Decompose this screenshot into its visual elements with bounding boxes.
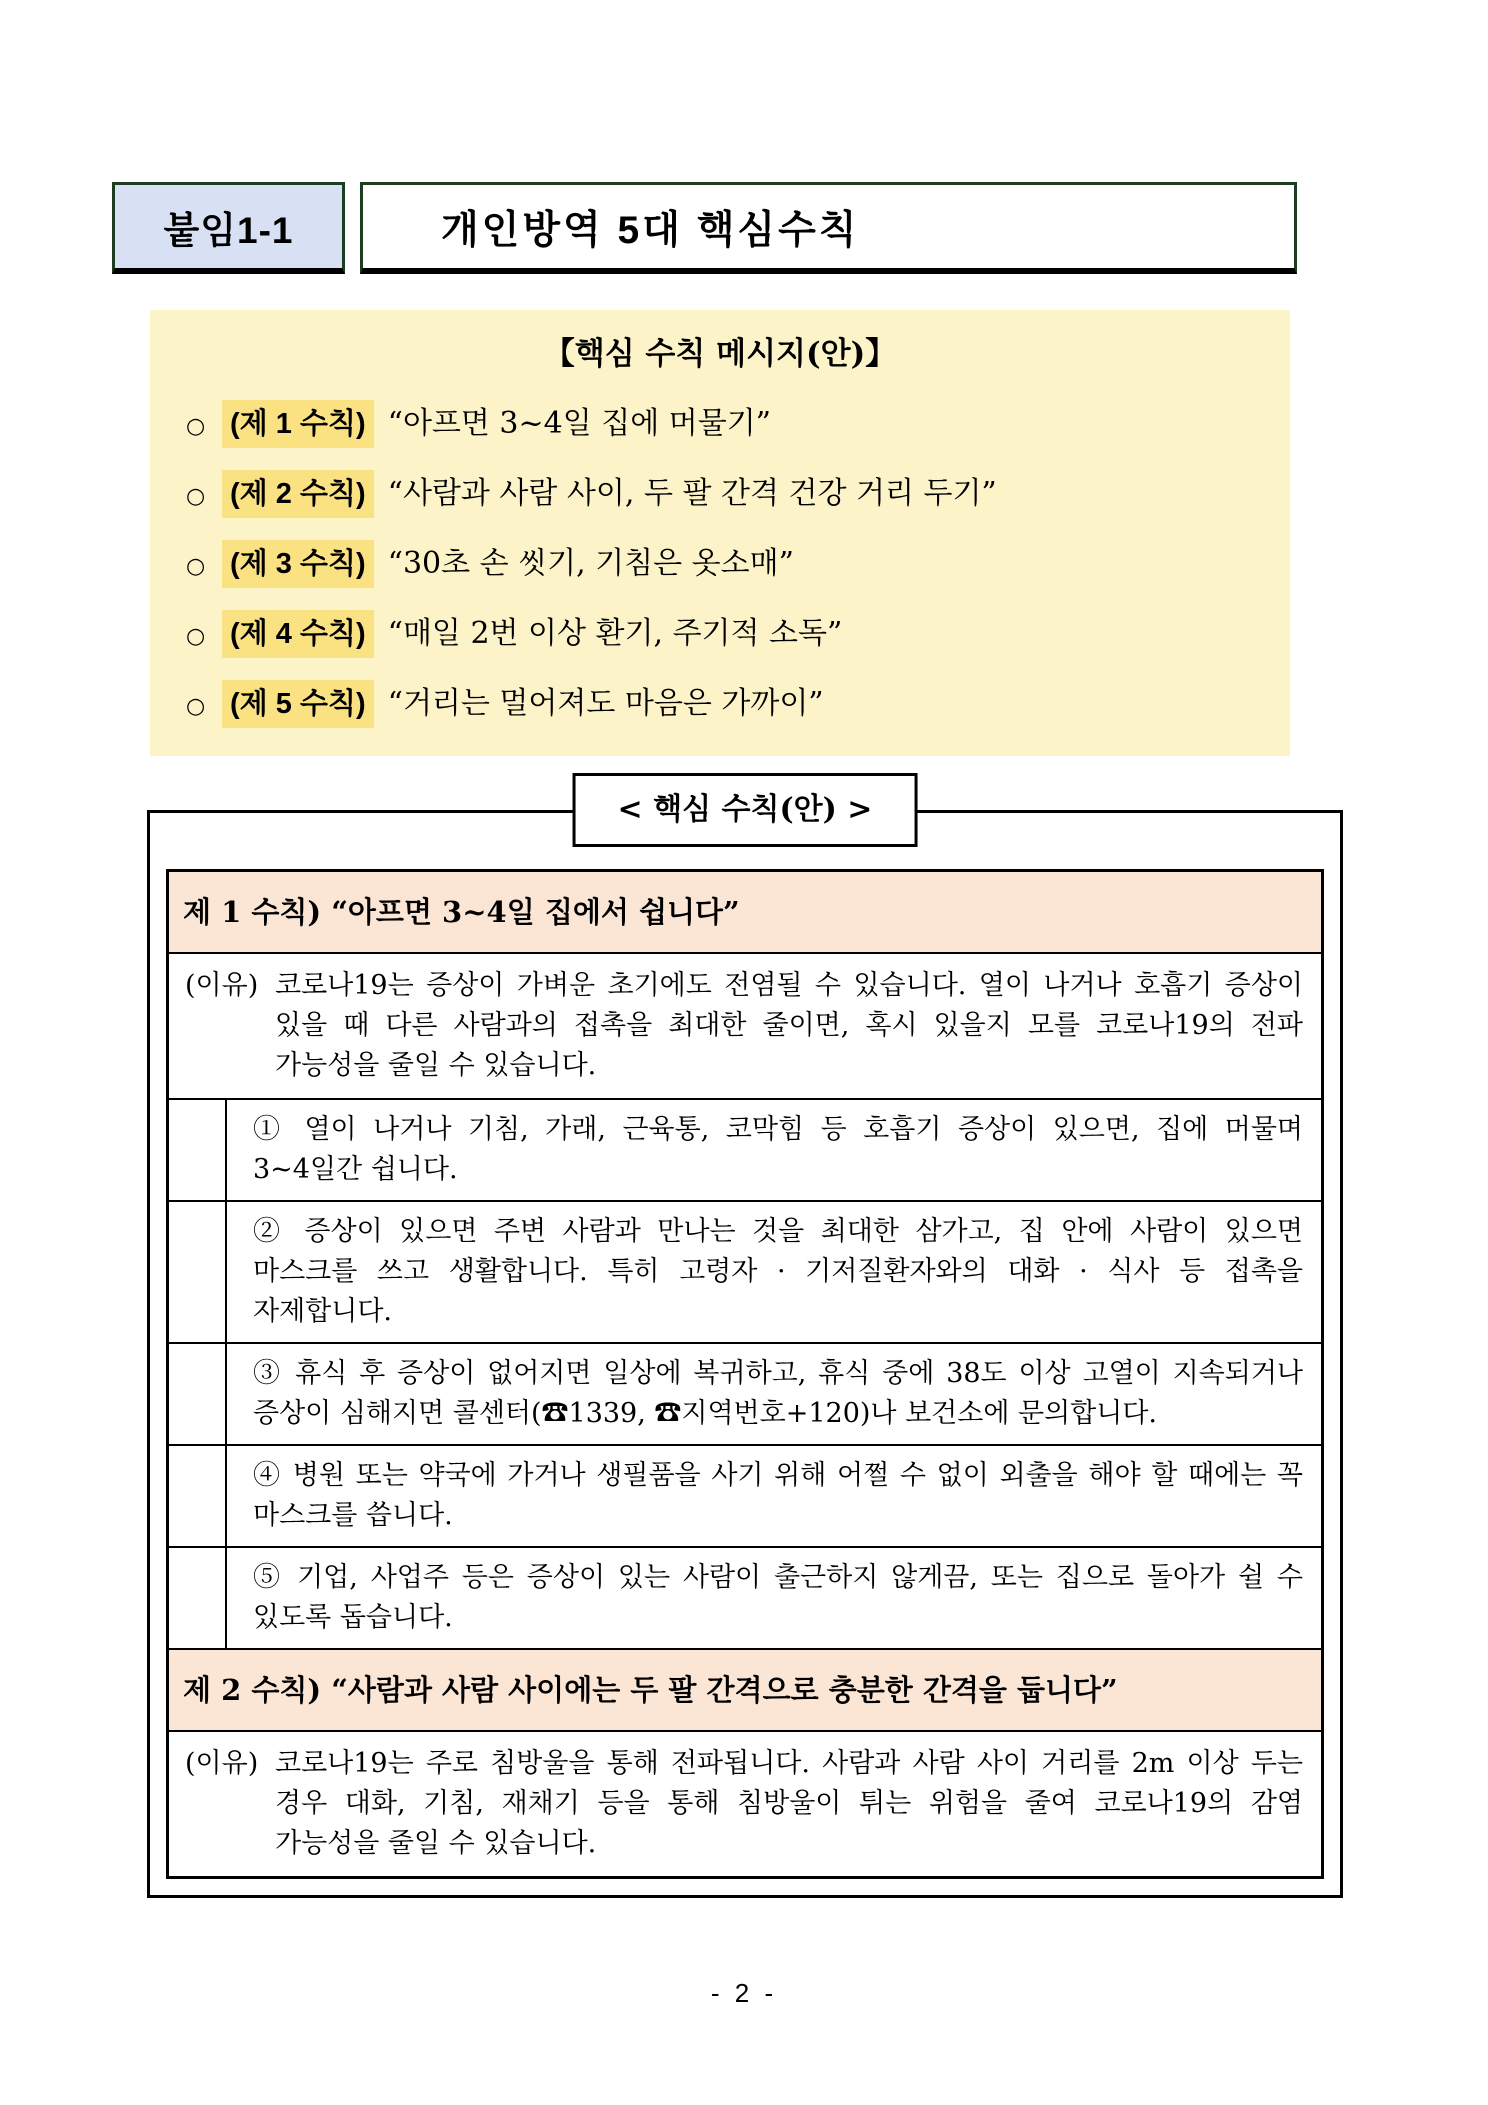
item-text-5: ⑤ 기업, 사업주 등은 증상이 있는 사람이 출근하지 않게끔, 또는 집으로 돌아가 쉴 수 있도록 돕습니다. xyxy=(253,1562,1303,1633)
item-text-4: ④ 병원 또는 약국에 가거나 생필품을 사기 위해 어쩔 수 없이 외출을 해야 할 때에는 꼭 마스크를 씁니다. xyxy=(253,1460,1303,1531)
rule-2-label: (제 2 수칙) xyxy=(222,470,374,518)
attachment-tag-box xyxy=(112,182,345,274)
rule1-header-row: 제 1 수칙) “아프면 3~4일 집에서 쉽니다” xyxy=(169,872,1321,952)
message-item-2 xyxy=(186,470,1290,520)
rule-5-quote: “거리는 멀어져도 마음은 가까이” xyxy=(387,686,824,721)
reason-label: (이유) xyxy=(185,1748,259,1779)
item-text-3: ③ 휴식 후 증상이 없어지면 일상에 복귀하고, 휴식 중에 38도 이상 고열이 지속되거나 증상이 심해지면 콜센터(☎1339, ☎지역번호+120)나 보건소에 문의합니다. xyxy=(253,1358,1303,1429)
message-item-1 xyxy=(186,400,1290,450)
message-item-5 xyxy=(186,680,1290,730)
empty-cell xyxy=(169,1446,227,1546)
empty-cell xyxy=(169,1344,227,1444)
circle-bullet: ○ xyxy=(186,694,206,719)
rule-3-quote: “30초 손 씻기, 기침은 옷소매” xyxy=(387,546,794,581)
rule-4-quote: “매일 2번 이상 환기, 주기적 소독” xyxy=(387,616,843,651)
doc-header xyxy=(112,182,1297,274)
message-item-3 xyxy=(186,540,1290,590)
rule2-reason-row xyxy=(169,1730,1321,1876)
circle-bullet: ○ xyxy=(186,624,206,649)
rule1-item-row-3 xyxy=(169,1342,1321,1444)
rule-1-quote: “아프면 3~4일 집에 머물기” xyxy=(387,406,772,441)
rule-2-quote: “사람과 사람 사이, 두 팔 간격 건강 거리 두기” xyxy=(387,476,997,511)
circle-bullet: ○ xyxy=(186,484,206,509)
item-text-2: ② 증상이 있으면 주변 사람과 만나는 것을 최대한 삼가고, 집 안에 사람이 있으면 마스크를 쓰고 생활합니다. 특히 고령자 · 기저질환자와의 대화 · 식사 등 접촉을 자제합니다. xyxy=(253,1216,1303,1327)
reason-text: 코로나19는 증상이 가벼운 초기에도 전염될 수 있습니다. 열이 나거나 호흡기 증상이 있을 때 다른 사람과의 접촉을 최대한 줄이면, 혹시 있을지 모를 코로나19의 전파 가능성을 줄일 수 있습니다. xyxy=(275,970,1303,1081)
attachment-tag-label: 붙임1-1 xyxy=(163,209,294,251)
rule-4-label: (제 4 수칙) xyxy=(222,610,374,658)
empty-cell xyxy=(169,1100,227,1200)
core-rules-panel xyxy=(147,792,1343,1898)
circle-bullet: ○ xyxy=(186,554,206,579)
rule2-header-row: 제 2 수칙) “사람과 사람 사이에는 두 팔 간격으로 충분한 간격을 둡니다” xyxy=(169,1648,1321,1730)
rule1-item-row-4 xyxy=(169,1444,1321,1546)
rule-3-label: (제 3 수칙) xyxy=(222,540,374,588)
rule-1-label: (제 1 수칙) xyxy=(222,400,374,448)
circle-bullet: ○ xyxy=(186,414,206,439)
rule1-item-row-1 xyxy=(169,1098,1321,1200)
panel-title: < 핵심 수칙(안) > xyxy=(573,773,918,847)
reason-label: (이유) xyxy=(185,970,259,1001)
rule-5-label: (제 5 수칙) xyxy=(222,680,374,728)
message-item-4 xyxy=(186,610,1290,660)
empty-cell xyxy=(169,1548,227,1648)
doc-title: 개인방역 5대 핵심수칙 xyxy=(441,208,860,252)
rules-table xyxy=(166,869,1324,1879)
rule1-reason-row xyxy=(169,952,1321,1098)
empty-cell xyxy=(169,1202,227,1342)
rule1-item-row-2 xyxy=(169,1200,1321,1342)
doc-title-box xyxy=(360,182,1297,274)
reason-text: 코로나19는 주로 침방울을 통해 전파됩니다. 사람과 사람 사이 거리를 2m 이상 두는 경우 대화, 기침, 재채기 등을 통해 침방울이 튀는 위험을 줄여 코로나19의 감염 가능성을 줄일 수 있습니다. xyxy=(275,1748,1303,1859)
message-box-title: 【핵심 수칙 메시지(안)】 xyxy=(543,336,897,372)
page-number: - 2 - xyxy=(710,1978,778,2008)
item-text-1: ① 열이 나거나 기침, 가래, 근육통, 코막힘 등 호흡기 증상이 있으면, 집에 머물며 3~4일간 쉽니다. xyxy=(253,1114,1303,1185)
rule1-item-row-5 xyxy=(169,1546,1321,1648)
key-message-box xyxy=(150,310,1290,756)
